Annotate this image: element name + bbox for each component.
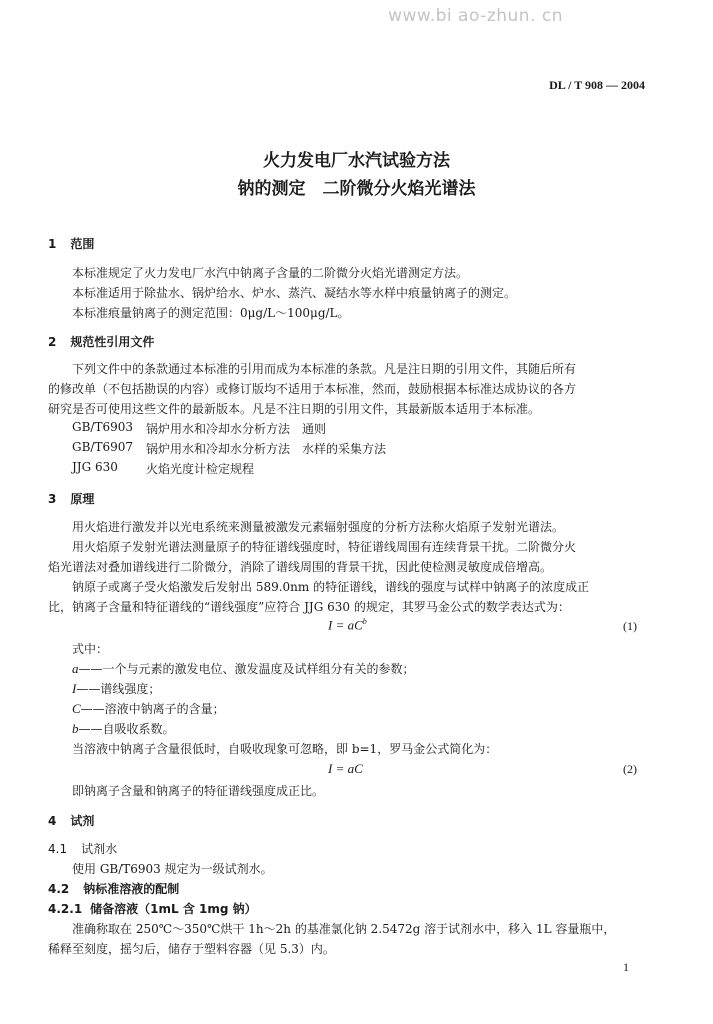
ref-code: GB/T6907 [72, 440, 133, 454]
variable-symbol: a [72, 661, 79, 676]
equation-1-exponent: b [362, 617, 367, 626]
variable-description: ——自吸收系数。 [78, 722, 175, 736]
s3-paragraph-2b: 焰光谱法对叠加谱线进行二阶微分，消除了谱线周围的背景干扰，因此使检测灵敏度成倍增高。 [48, 560, 553, 574]
variable-symbol: C [72, 701, 81, 716]
s3-paragraph-4: 当溶液中钠离子含量很低时，自吸收现象可忽略，即 b=1，罗马金公式简化为： [72, 742, 498, 756]
section-title: 试剂水 [81, 842, 118, 856]
section-number: 4.1 [48, 842, 68, 856]
s421-line-1: 准确称取在 250℃～350℃烘干 1h～2h 的基准氯化钠 2.5472g 溶于试剂水中，移入 1L 容量瓶中， [72, 922, 616, 936]
s3-paragraph-5: 即钠离子含量和钠离子的特征谱线强度成正比。 [72, 784, 325, 798]
page-number: 1 [623, 960, 629, 974]
s3-paragraph-3b: 比，钠离子含量和特征谱线的“谱线强度”应符合 JJG 630 的规定，其罗马金公式的数学表达式为： [48, 600, 570, 614]
section-title: 试剂 [70, 814, 95, 828]
s1-paragraph-3: 本标准痕量钠离子的测定范围：0μg/L～100μg/L。 [72, 306, 350, 320]
section-title: 钠标准溶液的配制 [83, 882, 180, 896]
s3-paragraph-2a: 用火焰原子发射光谱法测量原子的特征谱线强度时，特征谱线周围有连续背景干扰。二阶微分火 [72, 540, 577, 554]
section-title: 储备溶液（1mL 含 1mg 钠） [90, 902, 257, 916]
variable-definition [72, 720, 175, 737]
watermark: www.bi ao-zhun. cn [388, 6, 563, 26]
s2-line-2: 的修改单（不包括勘误的内容）或修订版均不适用于本标准，然而，鼓励根据本标准达成协议的各方 [48, 382, 577, 396]
section-title: 原理 [70, 492, 95, 506]
ref-name: 锅炉用水和冷却水分析方法 水样的采集方法 [146, 442, 387, 456]
section-3-heading [48, 490, 94, 507]
s421-line-2: 稀释至刻度，摇匀后，储存于塑料容器（见 5.3）内。 [48, 942, 335, 956]
ref-name: 火焰光度计检定规程 [146, 462, 255, 476]
variable-definition [72, 700, 225, 717]
s1-paragraph-2: 本标准适用于除盐水、锅炉给水、炉水、蒸汽、凝结水等水样中痕量钠离子的测定。 [72, 286, 517, 300]
section-1-heading [48, 235, 94, 252]
ref-code: JJG 630 [72, 460, 118, 474]
s3-paragraph-3a: 钠原子或离子受火焰激发后发射出 589.0nm 的特征谱线，谱线的强度与试样中钠离子的浓度成正 [72, 580, 590, 594]
s3-paragraph-1: 用火焰进行激发并以光电系统来测量被激发元素辐射强度的分析方法称火焰原子发射光谱法。 [72, 520, 565, 534]
section-number: 1 [48, 237, 57, 251]
variable-symbol: b [72, 721, 79, 736]
section-title: 范围 [70, 237, 95, 251]
section-number: 3 [48, 492, 57, 506]
section-4-heading [48, 812, 94, 829]
equation-1-body: I = aC [328, 617, 363, 633]
variable-description: ——谱线强度； [76, 682, 161, 696]
s2-line-3: 研究是否可使用这些文件的最新版本。凡是不注日期的引用文件，其最新版本适用于本标准。 [48, 402, 541, 416]
equation-1 [328, 617, 367, 633]
s41-paragraph: 使用 GB/T6903 规定为一级试剂水。 [72, 862, 273, 876]
section-number: 2 [48, 335, 57, 349]
section-number: 4.2 [48, 882, 70, 896]
equation-1-number: (1) [623, 619, 637, 633]
subsection-4-2-1-heading [48, 900, 257, 917]
variable-description: ——溶液中钠离子的含量； [80, 702, 225, 716]
s1-paragraph-1: 本标准规定了火力发电厂水汽中钠离子含量的二阶微分火焰光谱测定方法。 [72, 266, 469, 280]
subsection-4-1-heading [48, 840, 117, 857]
variable-definition [72, 680, 160, 697]
ref-name: 锅炉用水和冷却水分析方法 通则 [146, 422, 327, 436]
variable-symbol: I [72, 681, 77, 696]
standard-number: DL / T 908 — 2004 [549, 78, 645, 92]
equation-2-number: (2) [623, 762, 637, 776]
doc-title-line-1: 火力发电厂水汽试验方法 [263, 151, 450, 171]
variable-definition [72, 660, 415, 677]
equation-2: I = aC [328, 761, 363, 776]
section-title: 规范性引用文件 [70, 335, 155, 349]
ref-code: GB/T6903 [72, 420, 133, 434]
s2-line-1: 下列文件中的条款通过本标准的引用而成为本标准的条款。凡是注日期的引用文件，其随后所有 [72, 362, 577, 376]
subsection-4-2-heading [48, 880, 179, 897]
where-label: 式中： [72, 642, 109, 656]
doc-title-line-2: 钠的测定 二阶微分火焰光谱法 [237, 179, 476, 199]
section-number: 4 [48, 814, 57, 828]
section-number: 4.2.1 [48, 902, 83, 916]
variable-description: ——一个与元素的激发电位、激发温度及试样组分有关的参数； [78, 662, 415, 676]
section-2-heading [48, 333, 154, 350]
